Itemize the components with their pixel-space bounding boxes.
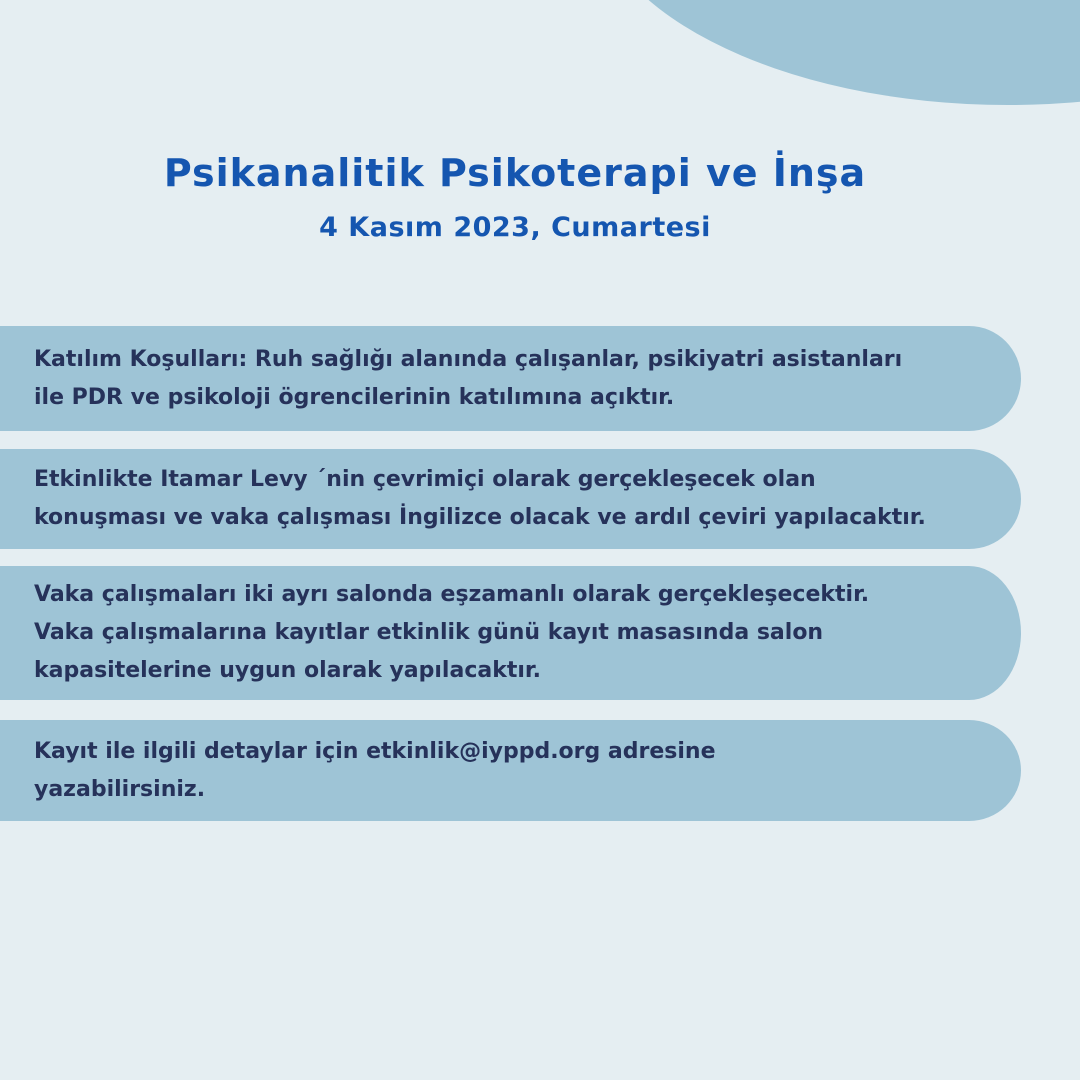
info-panel-registration [0,720,1021,821]
event-date: 4 Kasım 2023, Cumartesi [319,212,711,243]
info-panel-language [0,449,1021,549]
decorative-corner-shape [588,0,1080,105]
info-panel-case-studies [0,566,1021,700]
info-panel-text: Vaka çalışmaları iki ayrı salonda eşzamanlı olarak gerçekleşecektir. Vaka çalışmalarına kayıtlar etkinlik günü kayıt masasında salon kapasitelerine uygun olarak yapılacaktır. [34,582,870,683]
info-panel-text: Katılım Koşulları: Ruh sağlığı alanında çalışanlar, psikiyatri asistanları ile PDR ve psikoloji ögrencilerinin katılımına açıktır. [34,346,903,410]
info-panel-text: Etkinlikte Itamar Levy ´nin çevrimiçi olarak gerçekleşecek olan konuşması ve vaka çalışması İngilizce olacak ve ardıl çeviri yapılacaktır. [34,467,926,530]
info-panel-participation [0,326,1021,431]
info-panel-text: Kayıt ile ilgili detaylar için etkinlik@iyppd.org adresine yazabilirsiniz. [34,738,716,802]
event-title: Psikanalitik Psikoterapi ve İnşa [163,151,867,195]
header [0,146,1030,248]
